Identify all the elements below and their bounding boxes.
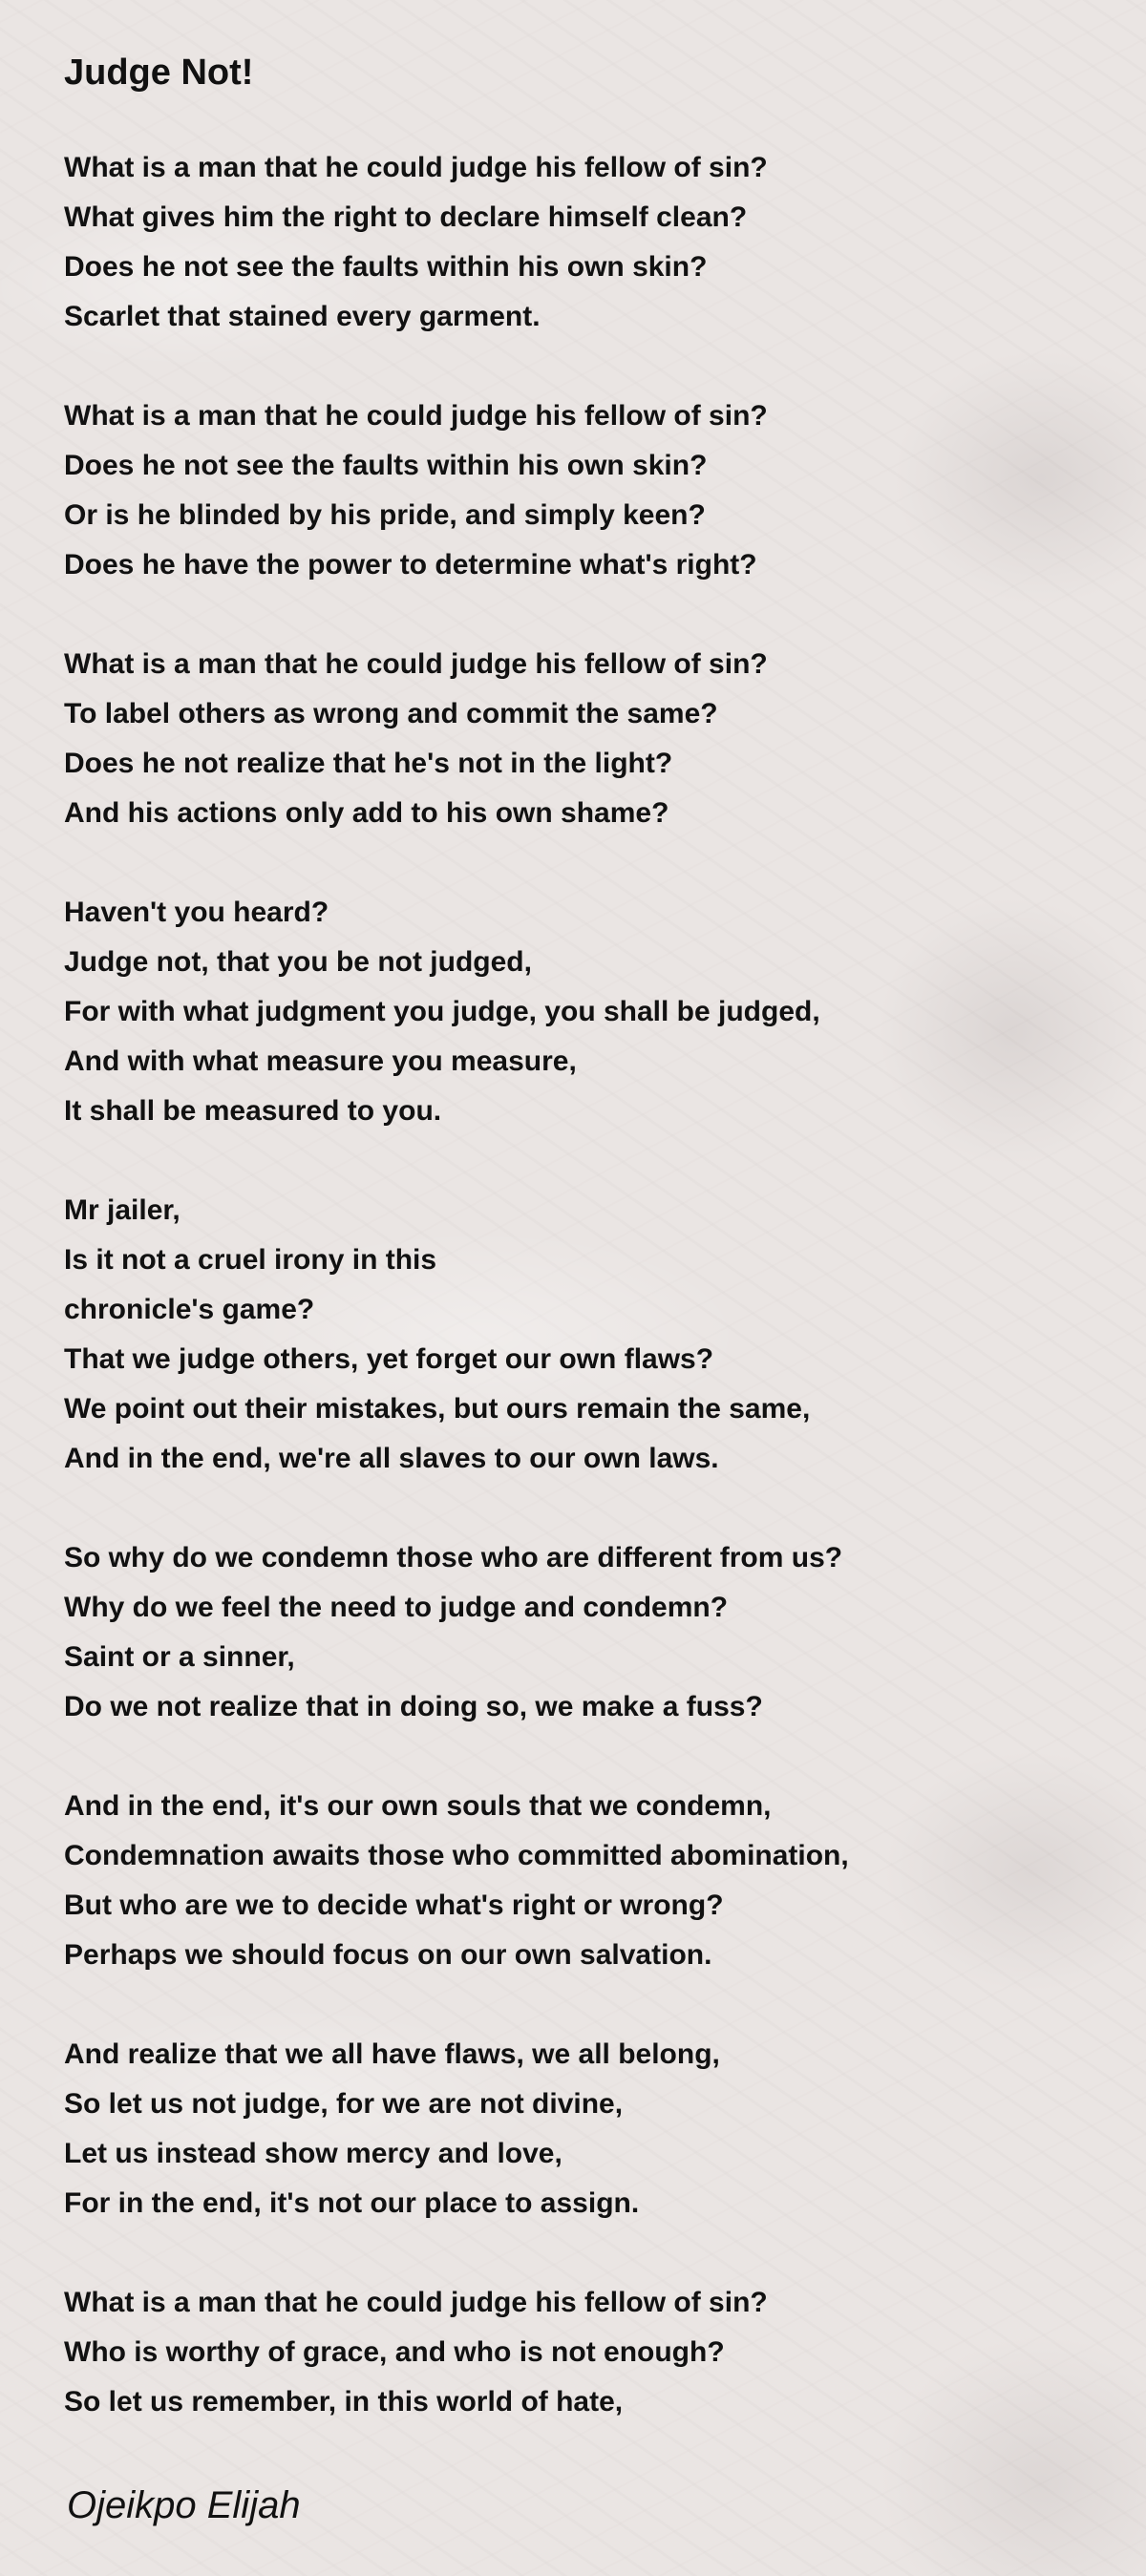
poem-line: What is a man that he could judge his fellow of sin? — [64, 400, 768, 432]
poem-line: Let us instead show mercy and love, — [64, 2138, 562, 2169]
poem-line: Condemnation awaits those who committed abomination, — [64, 1840, 849, 1871]
stanza — [64, 1186, 1114, 1484]
poem-line: To label others as wrong and commit the same? — [64, 698, 718, 729]
poem-line: Judge not, that you be not judged, — [64, 946, 532, 978]
poem-line: Saint or a sinner, — [64, 1641, 295, 1673]
poem-line: And realize that we all have flaws, we all belong, — [64, 2038, 720, 2070]
poem-line: Is it not a cruel irony in this — [64, 1244, 437, 1276]
poem-line: It shall be measured to you. — [64, 1095, 442, 1127]
poem-line: Does he have the power to determine what's right? — [64, 549, 757, 581]
poem-line: For in the end, it's not our place to assign. — [64, 2187, 640, 2219]
poem-line: And his actions only add to his own shame? — [64, 797, 669, 829]
poem-line: Or is he blinded by his pride, and simply keen? — [64, 499, 706, 531]
poem-line: That we judge others, yet forget our own flaws? — [64, 1343, 714, 1375]
poem-line: Does he not see the faults within his own skin? — [64, 450, 708, 481]
poem-line: Does he not realize that he's not in the light? — [64, 748, 673, 779]
stanza — [64, 888, 1114, 1136]
poem-line: Scarlet that stained every garment. — [64, 301, 541, 332]
poem-author: Ojeikpo Elijah — [67, 2484, 301, 2526]
stanza — [64, 640, 1114, 838]
poem-line: So why do we condemn those who are different from us? — [64, 1542, 843, 1573]
poem-title: Judge Not! — [64, 53, 254, 93]
poem-line: What is a man that he could judge his fellow of sin? — [64, 2287, 768, 2318]
stanza — [64, 2030, 1114, 2228]
stanza — [64, 1533, 1114, 1732]
poem-line: So let us remember, in this world of hate, — [64, 2386, 624, 2418]
stanza — [64, 2278, 1114, 2427]
poem-line: For with what judgment you judge, you shall be judged, — [64, 996, 820, 1027]
stanza — [64, 391, 1114, 590]
poem-line: And with what measure you measure, — [64, 1045, 577, 1077]
poem-line: Haven't you heard? — [64, 897, 329, 928]
stanza — [64, 143, 1114, 342]
poem-line: Do we not realize that in doing so, we make a fuss? — [64, 1691, 763, 1722]
poem-line: Mr jailer, — [64, 1194, 180, 1226]
poem-line: Who is worthy of grace, and who is not enough? — [64, 2336, 725, 2368]
poem-line: And in the end, we're all slaves to our own laws. — [64, 1443, 719, 1474]
poem-line: And in the end, it's our own souls that we condemn, — [64, 1790, 772, 1822]
poem-line: So let us not judge, for we are not divine, — [64, 2088, 624, 2120]
poem-line: chronicle's game? — [64, 1294, 315, 1325]
poem-body — [64, 143, 1114, 2477]
poem-line: What is a man that he could judge his fellow of sin? — [64, 152, 768, 183]
poem-line: Why do we feel the need to judge and condemn? — [64, 1592, 729, 1623]
poem-line: What gives him the right to declare himself clean? — [64, 201, 748, 233]
poem-line: Perhaps we should focus on our own salvation. — [64, 1939, 712, 1971]
poem-line: We point out their mistakes, but ours remain the same, — [64, 1393, 811, 1425]
poem-line: But who are we to decide what's right or wrong? — [64, 1890, 724, 1921]
poem-line: What is a man that he could judge his fellow of sin? — [64, 648, 768, 680]
poem-line: Does he not see the faults within his own skin? — [64, 251, 708, 283]
stanza — [64, 1782, 1114, 1980]
